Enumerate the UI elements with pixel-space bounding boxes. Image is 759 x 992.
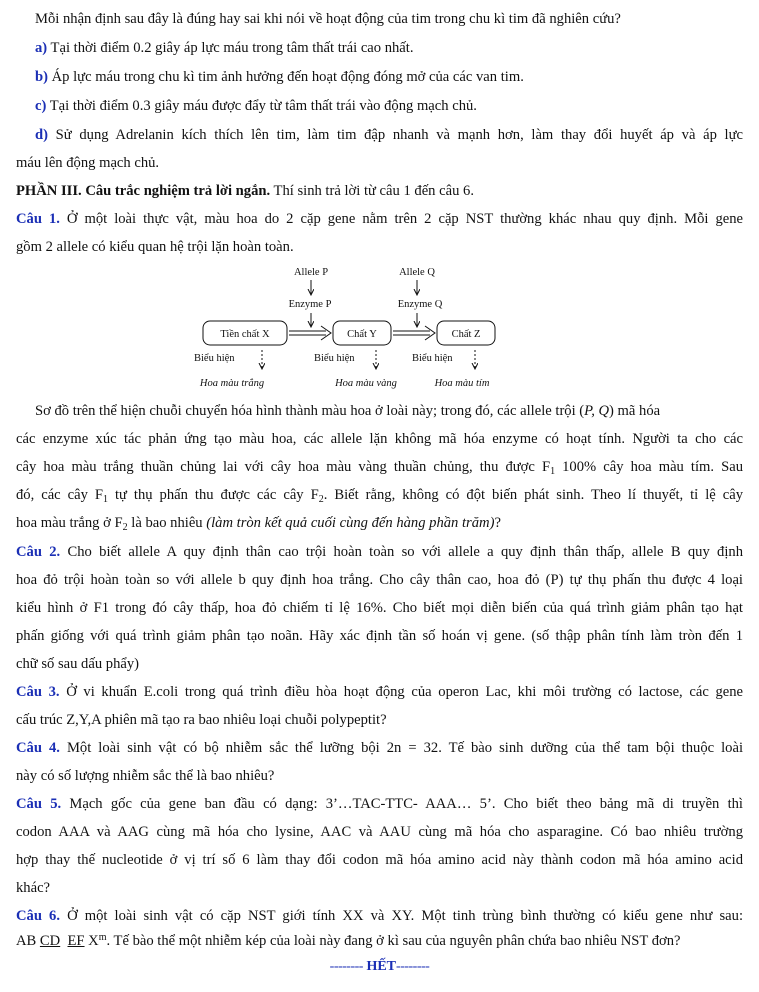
option-text: Tại thời điểm 0.3 giây máu được đẩy từ tâm thất trái vào động mạch chủ. (46, 98, 477, 114)
option-b (35, 66, 759, 90)
option-text: Sử dụng Adrelanin kích thích lên tim, làm tim đập nhanh và mạnh hơn, làm thay đổi huyết áp và áp lực (47, 127, 743, 143)
q2-line-4: phấn giống với quá trình giảm phân tạo noãn. Hãy xác định tần số hoán vị gene. (số thập phân tính làm tròn đến 1 (16, 628, 743, 644)
q1-line-2: gồm 2 allele có kiểu quan hệ trội lặn hoàn toàn. (16, 239, 294, 255)
q5-line-4: khác? (16, 880, 51, 896)
q1-para-3: cây hoa màu trắng thuần chủng lai với cây hoa màu vàng thuần chủng, thu được $F_1$ 100% cây hoa màu tím. Sau (16, 459, 743, 477)
expression-label-y: Biểu hiện (314, 353, 355, 364)
allele-p-label: Allele P (293, 267, 329, 278)
end-marker: -------- HẾT-------- (329, 959, 430, 974)
flower-white-label: Hoa màu trắng (199, 378, 265, 389)
q5-line-3: hợp thay thế nucleotide ở vị trí số 6 làm thay đổi codon mã hóa amino acid này thành codon mã hóa amino acid (16, 852, 743, 868)
q1-para-2: các enzyme xúc tác phản ứng tạo màu hoa, các allele lặn không mã hóa enzyme có hoạt tính. Người ta cho các (16, 431, 743, 447)
question-label: Câu 6. (16, 908, 60, 924)
q3-line-1: Câu 3. Ở vi khuẩn E.coli trong quá trình điều hòa hoạt động của operon Lac, khi môi trường có lactose, các gene (16, 684, 743, 700)
option-d (35, 124, 743, 148)
flower-yellow-label: Hoa màu vàng (335, 378, 397, 389)
q5-line-1: Câu 5. Mạch gốc của gene ban đầu có dạng: 3’…TAC-TTC- AAA… 5’. Cho biết theo bảng mã di truyền thì (16, 796, 743, 812)
q1-line-1: Câu 1. Ở một loài thực vật, màu hoa do 2 cặp gene nằm trên 2 cặp NST thường khác nhau quy định. Mỗi gene (16, 211, 743, 227)
allele-q-label: Allele Q (399, 267, 435, 278)
box-precursor-x-label: Tiền chất X (220, 329, 270, 340)
question-label: Câu 4. (16, 740, 60, 756)
intro-question: Mỗi nhận định sau đây là đúng hay sai khi nói về hoạt động của tim trong chu kì tim đã nghiên cứu? (35, 11, 621, 27)
option-a (35, 37, 759, 61)
q1-para-5: hoa màu trắng ở $F_2$ là bao nhiêu (làm tròn kết quả cuối cùng đến hàng phần trăm)? (16, 515, 501, 533)
option-c (35, 95, 759, 119)
q2-line-3: kiểu hình ở F1 trong đó cây thấp, hoa đỏ chiếm tỉ lệ 16%. Cho biết mọi diễn biến của quá trình giảm phân tạo hạt (16, 600, 743, 616)
part3-note: Thí sinh trả lời từ câu 1 đến câu 6. (270, 183, 474, 199)
genotype-ef: EF (67, 933, 85, 949)
q2-line-5: chữ số sau dấu phẩy) (16, 656, 140, 672)
part3-heading-line (16, 180, 743, 204)
flower-color-diagram (180, 260, 520, 395)
enzyme-q-label: Enzyme Q (397, 299, 443, 310)
expression-label-z: Biểu hiện (412, 353, 453, 364)
option-label: a) (35, 40, 48, 56)
expression-label-x: Biểu hiện (194, 353, 235, 364)
q2-line-1: Câu 2. Cho biết allele A quy định thân cao trội hoàn toàn so với allele a quy định thân thấp, allele B quy định (16, 544, 743, 560)
option-text: Tại thời điểm 0.2 giây áp lực máu trong tâm thất trái cao nhất. (47, 40, 414, 56)
q1-para-1: Sơ đồ trên thể hiện chuỗi chuyển hóa hình thành màu hoa ở loài này; trong đó, các allele trội (P, Q) mã hóa (35, 403, 661, 419)
double-arrow-y-z (393, 326, 435, 340)
box-substance-y-label: Chất Y (347, 329, 377, 340)
q4-line-1: Câu 4. Một loài sinh vật có bộ nhiễm sắc thể lưỡng bội 2n = 32. Tế bào sinh dưỡng của thể tam bội thuộc loài (16, 740, 743, 756)
q6-line-1: Câu 6. Ở một loài sinh vật có cặp NST giới tính XX và XY. Một tinh trùng bình thường có kiểu gene như sau: (16, 908, 744, 924)
q2-line-2: hoa đỏ trội hoàn toàn so với allele b quy định hoa trắng. Cho cây thân cao, hoa đỏ (P) tự thụ phấn thu được 4 loại (16, 572, 743, 588)
question-label: Câu 5. (16, 796, 62, 812)
q6-line-2: AB CD EF $X^m$. Tế bào thể một nhiễm kép của loài này đang ở kì sau của nguyên phân chứa bao nhiêu NST đơn? (16, 932, 681, 949)
option-d-cont: máu lên động mạch chủ. (16, 155, 160, 171)
option-text: Áp lực máu trong chu kì tim ảnh hưởng đến hoạt động đóng mở của các van tim. (47, 69, 524, 85)
option-label: c) (35, 98, 47, 114)
genotype-cd: CD (39, 933, 61, 949)
option-label: d) (35, 127, 48, 143)
enzyme-p-label: Enzyme P (288, 299, 332, 310)
q5-line-2: codon AAA và AAG cùng mã hóa cho lysine, AAC và AAU cùng mã hóa cho asparagine. Có bao nhiêu trường (16, 824, 743, 840)
option-label: b) (35, 69, 48, 85)
part3-heading: PHẦN III. Câu trắc nghiệm trả lời ngắn. (16, 183, 271, 199)
question-label: Câu 3. (16, 684, 60, 700)
flower-purple-label: Hoa màu tím (434, 378, 490, 389)
q1-para-4: đó, các cây $F_1$ tự thụ phấn thu được các cây $F_2$. Biết rằng, không có đột biến phát sinh. Theo lí thuyết, tỉ lệ cây (16, 487, 743, 505)
question-label: Câu 1. (16, 211, 60, 227)
question-label: Câu 2. (16, 544, 61, 560)
q3-line-2: cấu trúc Z,Y,A phiên mã tạo ra bao nhiêu loại chuỗi polypeptit? (16, 712, 387, 728)
box-substance-z-label: Chất Z (451, 329, 481, 340)
double-arrow-x-y (289, 326, 331, 340)
q4-line-2: này có số lượng nhiễm sắc thể là bao nhiêu? (16, 768, 275, 784)
